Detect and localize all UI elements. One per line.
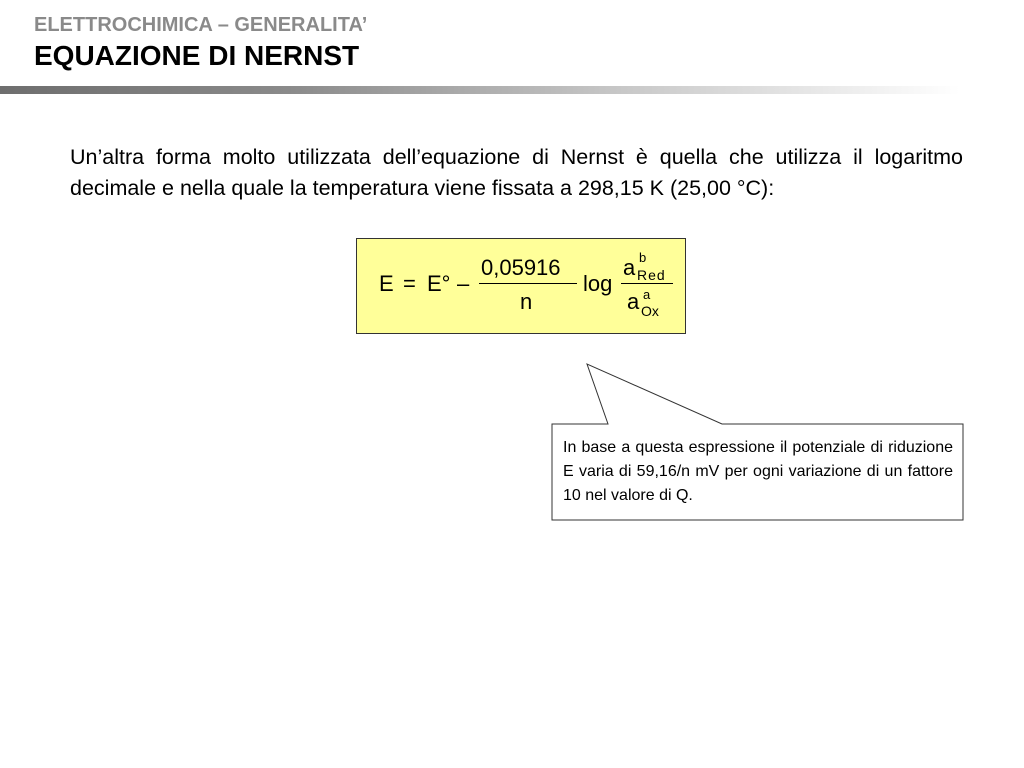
formula-equals: =	[403, 271, 416, 296]
activity-red-exponent: b	[639, 250, 647, 265]
formula-log: log	[583, 271, 613, 296]
formula-numerator: 0,05916	[481, 255, 561, 280]
formula-e-standard: E°	[427, 271, 451, 296]
activity-red-subscript: Red	[637, 267, 666, 283]
body-paragraph: Un’altra forma molto utilizzata dell’equazione di Nernst è quella che utilizza il logaritmo decimale e nella quale la temperatura viene fissata a 298,15 K (25,00 °C):	[70, 145, 963, 200]
activity-ox-base: a	[627, 289, 640, 314]
activity-ox-exponent: a	[643, 287, 651, 302]
slide-subtitle: ELETTROCHIMICA – GENERALITA’	[34, 14, 368, 36]
formula-denominator: n	[520, 289, 533, 314]
activity-red-base: a	[623, 255, 636, 280]
formula-minus: –	[457, 271, 470, 296]
callout-text: In base a questa espressione il potenziale di riduzione E varia di 59,16/n mV per ogni variazione di un fattore 10 nel valore di Q.	[563, 439, 953, 504]
slide-title: EQUAZIONE DI NERNST	[34, 40, 360, 71]
activity-ox-subscript: Ox	[641, 303, 659, 319]
formula-lhs: E	[379, 271, 394, 296]
